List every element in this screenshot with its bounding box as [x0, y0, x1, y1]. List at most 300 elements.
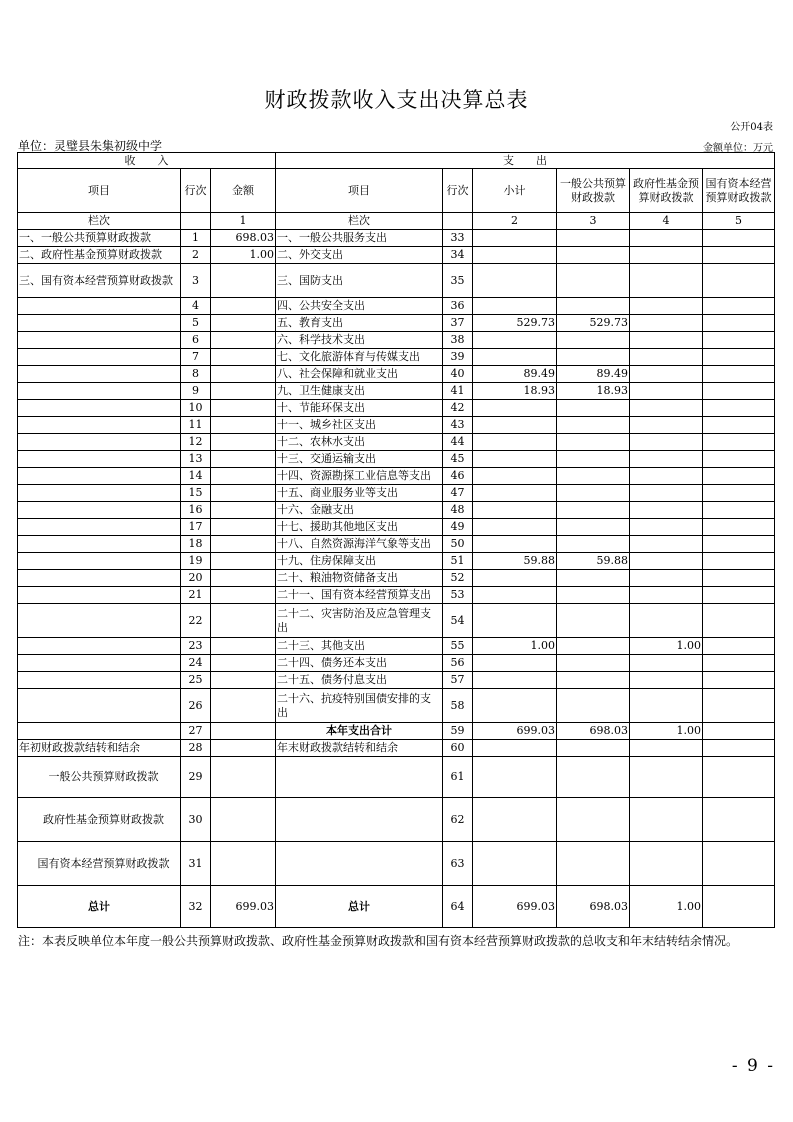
general-amount [557, 230, 630, 247]
col-index-fund: 4 [630, 213, 703, 230]
expense-row-no: 38 [443, 332, 473, 349]
income-row-no: 21 [181, 587, 211, 604]
table-row [18, 468, 775, 485]
income-row-no: 29 [181, 757, 211, 798]
subtotal-amount [473, 519, 557, 536]
income-item [18, 689, 181, 723]
income-amount [211, 638, 276, 655]
table-row [18, 740, 775, 757]
income-row-no: 15 [181, 485, 211, 502]
fund-amount [630, 689, 703, 723]
subtotal-amount [473, 434, 557, 451]
footnote: 注：本表反映单位本年度一般公共预算财政拨款、政府性基金预算财政拨款和国有资本经营预算财政拨款的总收支和年末结转结余情况。 [18, 934, 739, 948]
table-row [18, 886, 775, 928]
income-item: 一般公共预算财政拨款 [18, 757, 181, 798]
income-item [18, 383, 181, 400]
income-row-no: 14 [181, 468, 211, 485]
income-item: 三、国有资本经营预算财政拨款 [18, 264, 181, 298]
income-item [18, 468, 181, 485]
income-item: 国有资本经营预算财政拨款 [18, 842, 181, 886]
general-amount [557, 485, 630, 502]
col-index-empty [181, 213, 211, 230]
income-row-no: 25 [181, 672, 211, 689]
subtotal-amount [473, 451, 557, 468]
fund-amount [630, 468, 703, 485]
fund-amount [630, 349, 703, 366]
table-row [18, 842, 775, 886]
income-amount [211, 842, 276, 886]
expense-row-no: 36 [443, 298, 473, 315]
expense-item: 十二、农林水支出 [276, 434, 443, 451]
income-amount [211, 536, 276, 553]
general-amount [557, 655, 630, 672]
expense-item: 二十四、债务还本支出 [276, 655, 443, 672]
expense-row-no: 33 [443, 230, 473, 247]
expense-row-no: 55 [443, 638, 473, 655]
income-item [18, 315, 181, 332]
state-amount [703, 468, 775, 485]
state-amount [703, 400, 775, 417]
fund-amount [630, 230, 703, 247]
expense-item: 二十一、国有资本经营预算支出 [276, 587, 443, 604]
fund-amount [630, 757, 703, 798]
fund-amount [630, 536, 703, 553]
state-amount [703, 723, 775, 740]
table-row [18, 383, 775, 400]
state-amount [703, 536, 775, 553]
income-row-no: 27 [181, 723, 211, 740]
expense-row-no: 42 [443, 400, 473, 417]
expense-row-no: 39 [443, 349, 473, 366]
expense-row-no: 47 [443, 485, 473, 502]
expense-row-no: 52 [443, 570, 473, 587]
state-amount [703, 434, 775, 451]
expense-item: 十四、资源勘探工业信息等支出 [276, 468, 443, 485]
general-amount: 59.88 [557, 553, 630, 570]
state-amount [703, 553, 775, 570]
general-amount: 89.49 [557, 366, 630, 383]
expense-section-header: 支 出 [276, 153, 775, 169]
income-row-no: 11 [181, 417, 211, 434]
income-item [18, 400, 181, 417]
income-row-no: 31 [181, 842, 211, 886]
table-row [18, 570, 775, 587]
expense-item: 六、科学技术支出 [276, 332, 443, 349]
general-amount [557, 798, 630, 842]
expense-row-no: 43 [443, 417, 473, 434]
col-index-empty2 [443, 213, 473, 230]
income-row-no: 28 [181, 740, 211, 757]
expense-row-no: 41 [443, 383, 473, 400]
subtotal-amount [473, 689, 557, 723]
general-amount [557, 638, 630, 655]
income-row-no: 19 [181, 553, 211, 570]
income-row-no: 4 [181, 298, 211, 315]
expense-row-no: 49 [443, 519, 473, 536]
fund-amount [630, 332, 703, 349]
expense-item: 十七、援助其他地区支出 [276, 519, 443, 536]
state-amount [703, 349, 775, 366]
income-amount [211, 264, 276, 298]
subtotal-amount: 699.03 [473, 886, 557, 928]
header-row-no: 行次 [181, 169, 211, 213]
subtotal-amount [473, 570, 557, 587]
table-row [18, 536, 775, 553]
income-amount [211, 298, 276, 315]
table-row [18, 434, 775, 451]
general-amount: 18.93 [557, 383, 630, 400]
income-amount [211, 417, 276, 434]
subtotal-amount: 18.93 [473, 383, 557, 400]
fund-amount: 1.00 [630, 723, 703, 740]
table-row [18, 798, 775, 842]
general-amount [557, 451, 630, 468]
state-amount [703, 298, 775, 315]
state-amount [703, 383, 775, 400]
income-item [18, 434, 181, 451]
income-amount [211, 570, 276, 587]
income-item [18, 723, 181, 740]
income-amount [211, 689, 276, 723]
expense-row-no: 44 [443, 434, 473, 451]
general-amount [557, 757, 630, 798]
expense-item: 二十二、灾害防治及应急管理支出 [276, 604, 443, 638]
income-amount [211, 468, 276, 485]
expense-item: 年末财政拨款结转和结余 [276, 740, 443, 757]
general-amount [557, 519, 630, 536]
state-amount [703, 451, 775, 468]
amount-unit-label: 金额单位：万元 [703, 143, 773, 154]
expense-row-no: 58 [443, 689, 473, 723]
col-index-label: 栏次 [18, 213, 181, 230]
table-row [18, 417, 775, 434]
income-amount: 699.03 [211, 886, 276, 928]
table-row [18, 638, 775, 655]
fund-amount [630, 842, 703, 886]
state-amount [703, 502, 775, 519]
header-amount: 金额 [211, 169, 276, 213]
income-amount [211, 757, 276, 798]
budget-table [17, 152, 775, 928]
expense-item: 二十三、其他支出 [276, 638, 443, 655]
income-item [18, 417, 181, 434]
expense-row-no: 51 [443, 553, 473, 570]
subtotal-amount [473, 417, 557, 434]
general-amount [557, 332, 630, 349]
income-amount [211, 349, 276, 366]
expense-item [276, 798, 443, 842]
general-amount [557, 502, 630, 519]
income-amount [211, 383, 276, 400]
expense-item: 四、公共安全支出 [276, 298, 443, 315]
income-amount [211, 672, 276, 689]
fund-amount [630, 655, 703, 672]
state-amount [703, 689, 775, 723]
table-row [18, 332, 775, 349]
income-amount [211, 332, 276, 349]
fund-amount [630, 570, 703, 587]
expense-item: 总计 [276, 886, 443, 928]
income-amount [211, 451, 276, 468]
header-subtotal: 小计 [473, 169, 557, 213]
subtotal-amount [473, 400, 557, 417]
state-amount [703, 315, 775, 332]
income-amount [211, 485, 276, 502]
subtotal-amount: 1.00 [473, 638, 557, 655]
expense-item: 七、文化旅游体育与传媒支出 [276, 349, 443, 366]
fund-amount [630, 366, 703, 383]
fund-amount [630, 798, 703, 842]
col-index-amount: 1 [211, 213, 276, 230]
expense-row-no: 34 [443, 247, 473, 264]
fund-amount [630, 417, 703, 434]
state-amount [703, 417, 775, 434]
fund-amount [630, 740, 703, 757]
table-row [18, 451, 775, 468]
table-row [18, 485, 775, 502]
income-item [18, 332, 181, 349]
subtotal-amount [473, 502, 557, 519]
table-row [18, 689, 775, 723]
expense-item: 本年支出合计 [276, 723, 443, 740]
table-row [18, 655, 775, 672]
expense-item: 十六、金融支出 [276, 502, 443, 519]
income-item [18, 655, 181, 672]
subtotal-amount: 529.73 [473, 315, 557, 332]
income-item [18, 570, 181, 587]
state-amount [703, 672, 775, 689]
state-amount [703, 264, 775, 298]
subtotal-amount [473, 485, 557, 502]
general-amount [557, 468, 630, 485]
fund-amount [630, 298, 703, 315]
income-item [18, 366, 181, 383]
subtotal-amount: 89.49 [473, 366, 557, 383]
general-amount [557, 570, 630, 587]
table-row [18, 247, 775, 264]
income-row-no: 3 [181, 264, 211, 298]
income-row-no: 2 [181, 247, 211, 264]
state-amount [703, 655, 775, 672]
state-amount [703, 485, 775, 502]
subtotal-amount [473, 672, 557, 689]
expense-item: 二十六、抗疫特别国债安排的支出 [276, 689, 443, 723]
expense-row-no: 50 [443, 536, 473, 553]
header-fund: 政府性基金预算财政拨款 [630, 169, 703, 213]
general-amount [557, 434, 630, 451]
fund-amount [630, 587, 703, 604]
table-row [18, 349, 775, 366]
income-row-no: 1 [181, 230, 211, 247]
income-amount [211, 400, 276, 417]
table-row [18, 587, 775, 604]
general-amount [557, 298, 630, 315]
income-amount [211, 502, 276, 519]
section-header-row [18, 153, 775, 169]
income-section-header: 收 入 [18, 153, 276, 169]
general-amount [557, 349, 630, 366]
state-amount [703, 638, 775, 655]
income-row-no: 17 [181, 519, 211, 536]
expense-row-no: 62 [443, 798, 473, 842]
fund-amount [630, 502, 703, 519]
expense-row-no: 40 [443, 366, 473, 383]
fund-amount [630, 451, 703, 468]
table-row [18, 366, 775, 383]
column-header-row [18, 169, 775, 213]
fund-amount [630, 604, 703, 638]
expense-item: 五、教育支出 [276, 315, 443, 332]
income-amount [211, 519, 276, 536]
state-amount [703, 519, 775, 536]
header-item2: 项目 [276, 169, 443, 213]
general-amount [557, 264, 630, 298]
state-amount [703, 230, 775, 247]
income-item [18, 587, 181, 604]
header-item: 项目 [18, 169, 181, 213]
state-amount [703, 366, 775, 383]
income-amount [211, 604, 276, 638]
state-amount [703, 332, 775, 349]
general-amount [557, 400, 630, 417]
col-index-label2: 栏次 [276, 213, 443, 230]
expense-row-no: 35 [443, 264, 473, 298]
expense-item: 十八、自然资源海洋气象等支出 [276, 536, 443, 553]
income-amount [211, 655, 276, 672]
fund-amount [630, 519, 703, 536]
table-row [18, 723, 775, 740]
fund-amount: 1.00 [630, 638, 703, 655]
income-row-no: 16 [181, 502, 211, 519]
expense-item [276, 842, 443, 886]
income-row-no: 32 [181, 886, 211, 928]
income-row-no: 26 [181, 689, 211, 723]
general-amount: 698.03 [557, 886, 630, 928]
form-code: 公开04表 [730, 122, 773, 133]
income-amount [211, 315, 276, 332]
income-item [18, 298, 181, 315]
expense-item: 二十五、债务付息支出 [276, 672, 443, 689]
expense-row-no: 59 [443, 723, 473, 740]
expense-row-no: 54 [443, 604, 473, 638]
state-amount [703, 757, 775, 798]
income-row-no: 8 [181, 366, 211, 383]
general-amount [557, 842, 630, 886]
state-amount [703, 740, 775, 757]
state-amount [703, 570, 775, 587]
general-amount [557, 587, 630, 604]
subtotal-amount [473, 247, 557, 264]
income-row-no: 18 [181, 536, 211, 553]
expense-row-no: 45 [443, 451, 473, 468]
income-amount: 1.00 [211, 247, 276, 264]
expense-item: 二、外交支出 [276, 247, 443, 264]
subtotal-amount [473, 332, 557, 349]
income-row-no: 6 [181, 332, 211, 349]
general-amount [557, 672, 630, 689]
income-item [18, 485, 181, 502]
table-row [18, 502, 775, 519]
income-item [18, 672, 181, 689]
subtotal-amount [473, 298, 557, 315]
table-row [18, 519, 775, 536]
income-row-no: 30 [181, 798, 211, 842]
subtotal-amount [473, 264, 557, 298]
income-item [18, 451, 181, 468]
state-amount [703, 886, 775, 928]
header-general: 一般公共预算财政拨款 [557, 169, 630, 213]
expense-row-no: 61 [443, 757, 473, 798]
expense-row-no: 48 [443, 502, 473, 519]
subtotal-amount [473, 536, 557, 553]
table-row [18, 264, 775, 298]
state-amount [703, 604, 775, 638]
income-row-no: 22 [181, 604, 211, 638]
general-amount [557, 740, 630, 757]
page-title: 财政拨款收入支出决算总表 [264, 88, 529, 112]
subtotal-amount [473, 798, 557, 842]
expense-row-no: 63 [443, 842, 473, 886]
state-amount [703, 247, 775, 264]
income-row-no: 9 [181, 383, 211, 400]
subtotal-amount [473, 349, 557, 366]
fund-amount [630, 383, 703, 400]
fund-amount [630, 400, 703, 417]
expense-item: 十一、城乡社区支出 [276, 417, 443, 434]
general-amount [557, 247, 630, 264]
column-index-row [18, 213, 775, 230]
general-amount [557, 604, 630, 638]
subtotal-amount: 699.03 [473, 723, 557, 740]
subtotal-amount [473, 740, 557, 757]
income-item [18, 502, 181, 519]
page-number: - 9 - [731, 1056, 775, 1076]
income-item: 总计 [18, 886, 181, 928]
income-item [18, 349, 181, 366]
income-item [18, 519, 181, 536]
expense-item: 八、社会保障和就业支出 [276, 366, 443, 383]
table-row [18, 315, 775, 332]
unit-label: 单位：灵璧县朱集初级中学 [18, 139, 163, 153]
income-amount [211, 366, 276, 383]
general-amount [557, 536, 630, 553]
income-amount [211, 723, 276, 740]
income-row-no: 20 [181, 570, 211, 587]
expense-row-no: 60 [443, 740, 473, 757]
income-item [18, 536, 181, 553]
col-index-subtotal: 2 [473, 213, 557, 230]
expense-item: 十、节能环保支出 [276, 400, 443, 417]
expense-row-no: 64 [443, 886, 473, 928]
expense-item [276, 757, 443, 798]
expense-row-no: 56 [443, 655, 473, 672]
income-amount [211, 553, 276, 570]
state-amount [703, 587, 775, 604]
fund-amount [630, 247, 703, 264]
income-item [18, 604, 181, 638]
expense-row-no: 57 [443, 672, 473, 689]
income-row-no: 10 [181, 400, 211, 417]
income-row-no: 12 [181, 434, 211, 451]
table-row [18, 553, 775, 570]
general-amount: 529.73 [557, 315, 630, 332]
income-amount [211, 587, 276, 604]
expense-item: 十五、商业服务业等支出 [276, 485, 443, 502]
income-row-no: 7 [181, 349, 211, 366]
subtotal-amount [473, 468, 557, 485]
subtotal-amount [473, 587, 557, 604]
col-index-state: 5 [703, 213, 775, 230]
